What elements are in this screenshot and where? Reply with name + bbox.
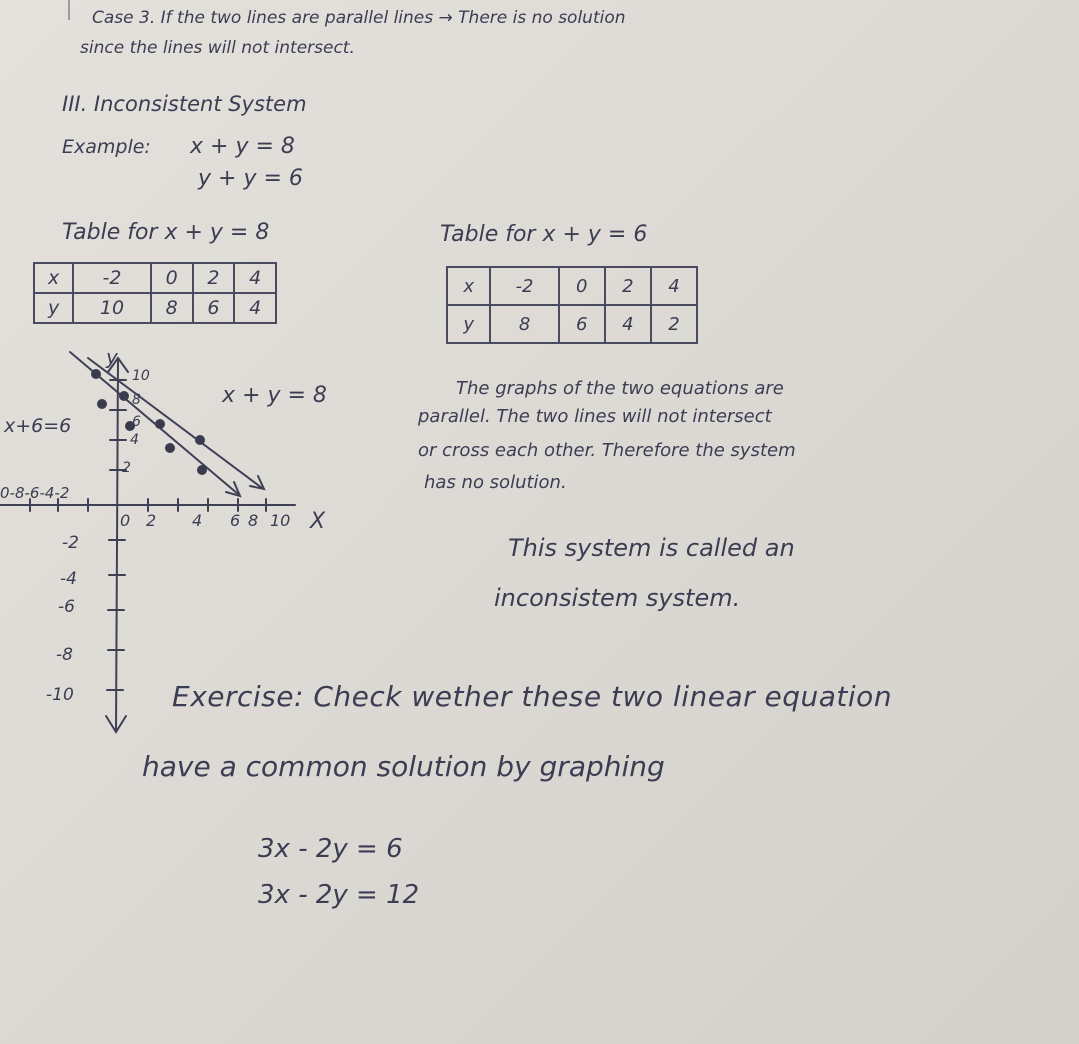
exercise-equation-2: 3x - 2y = 12 (258, 880, 420, 910)
table-row (447, 305, 697, 343)
table-row (34, 293, 276, 323)
y-tick-label: -8 (56, 645, 73, 665)
table1-title: Table for x + y = 8 (62, 220, 270, 245)
y-tick-label: 8 (132, 392, 141, 408)
y-tick-label: 4 (130, 432, 139, 448)
x-tick-label: 8 (248, 511, 259, 530)
called-line-1: This system is called an (508, 534, 795, 562)
x-axis-label: X (310, 509, 326, 534)
table2 (446, 266, 698, 344)
table-cell: 2 (193, 263, 235, 293)
table-cell: 4 (234, 263, 276, 293)
plot-point (195, 435, 205, 445)
exercise-equation-1: 3x - 2y = 6 (258, 834, 403, 864)
y-tick-label: 6 (132, 414, 141, 430)
section-heading: III. Inconsistent System (62, 92, 307, 116)
table-cell: y (34, 293, 73, 323)
table-cell: 4 (234, 293, 276, 323)
table-row (34, 263, 276, 293)
table-cell: x (34, 263, 73, 293)
y-axis-label: y (106, 345, 118, 369)
plot-point (197, 465, 207, 475)
table-cell: 8 (490, 305, 558, 343)
table-cell: 6 (559, 305, 605, 343)
table1 (33, 262, 277, 324)
explanation-line-4: has no solution. (424, 472, 567, 493)
negative-x-tick-labels: 0-8-6-4-2 (0, 484, 70, 502)
table-cell: y (447, 305, 490, 343)
y-tick-label: -2 (62, 533, 79, 553)
y-tick-label: -10 (46, 685, 74, 705)
case3-line-1: Case 3. If the two lines are parallel lines → There is no solution (92, 8, 626, 28)
table-cell: 2 (605, 267, 651, 305)
notebook-margin-line (68, 0, 70, 20)
plot-point (97, 399, 107, 409)
x-tick-label: 0 (120, 511, 131, 530)
exercise-line-2: have a common solution by graphing (142, 750, 665, 783)
y-tick-label: 10 (132, 368, 150, 384)
exercise-line-1: Exercise: Check wether these two linear equation (172, 680, 893, 713)
explanation-line-2: parallel. The two lines will not intersect (418, 406, 772, 427)
table-cell: 0 (151, 263, 193, 293)
table-cell: 0 (559, 267, 605, 305)
x-tick-label: 10 (270, 511, 291, 530)
y-tick-label: 2 (122, 460, 131, 476)
y-tick-label: -4 (60, 569, 77, 589)
y-tick-label: -6 (58, 597, 75, 617)
table-cell: -2 (73, 263, 151, 293)
y-axis (116, 360, 118, 730)
plot-point (155, 419, 165, 429)
example-label: Example: (62, 136, 151, 158)
x-tick-label: 4 (192, 511, 203, 530)
example-equation-2: y + y = 6 (198, 166, 303, 191)
plot-point (165, 443, 175, 453)
line-x-plus-y-8 (88, 358, 262, 488)
plot-point (119, 391, 129, 401)
plot-point (91, 369, 101, 379)
line-b-label: x+6=6 (4, 415, 72, 437)
table-cell: 4 (651, 267, 697, 305)
explanation-line-3: or cross each other. Therefore the system (418, 440, 796, 461)
table-row (447, 267, 697, 305)
x-tick-label: 6 (230, 511, 241, 530)
table-cell: 10 (73, 293, 151, 323)
example-equation-1: x + y = 8 (190, 134, 295, 159)
line-a-label: x + y = 8 (222, 383, 327, 408)
case3-line-2: since the lines will not intersect. (80, 38, 355, 58)
table-cell: 8 (151, 293, 193, 323)
table-cell: 2 (651, 305, 697, 343)
table-cell: -2 (490, 267, 558, 305)
explanation-line-1: The graphs of the two equations are (456, 378, 784, 399)
called-line-2: inconsistem system. (494, 584, 741, 612)
x-tick-label: 2 (146, 511, 157, 530)
table2-title: Table for x + y = 6 (440, 222, 648, 247)
table-cell: x (447, 267, 490, 305)
table-cell: 4 (605, 305, 651, 343)
table-cell: 6 (193, 293, 235, 323)
